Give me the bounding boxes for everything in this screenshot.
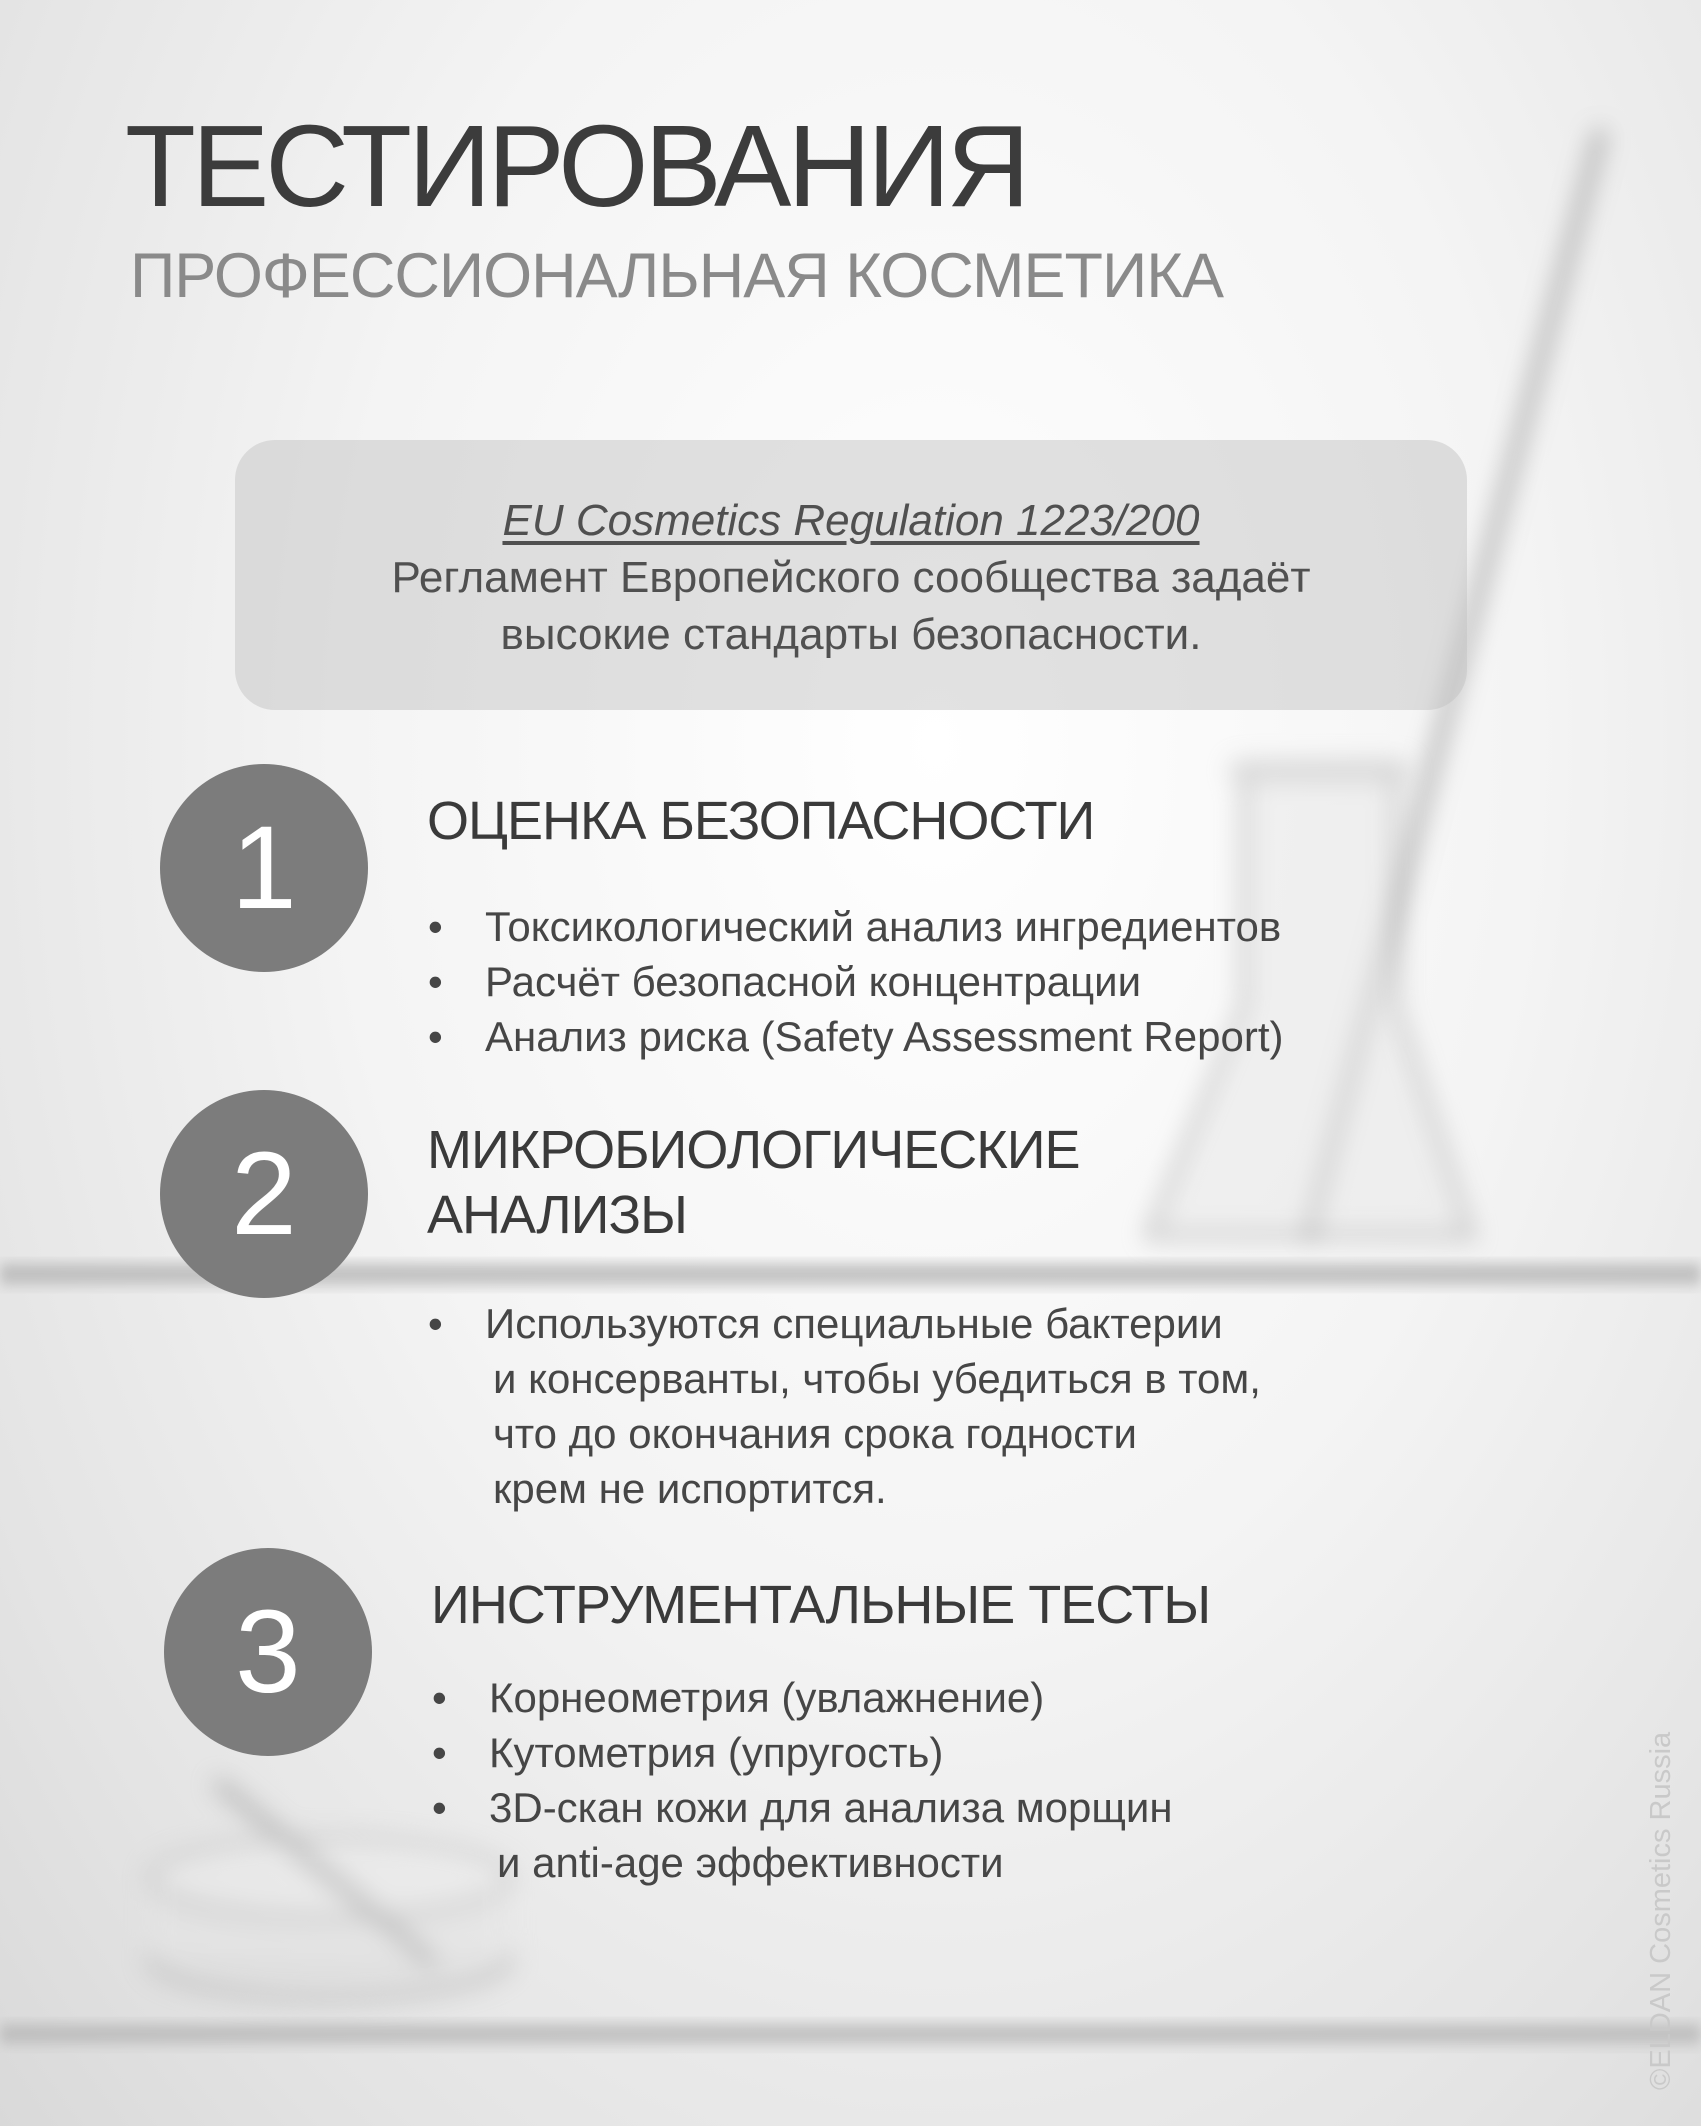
section-heading-line: ОЦЕНКА БЕЗОПАСНОСТИ — [427, 791, 1095, 851]
regulation-box — [235, 440, 1467, 710]
step-number-badge: 3 — [164, 1548, 372, 1756]
list-item — [428, 1296, 1261, 1516]
list-item-text: что до окончания срока годности — [493, 1410, 1137, 1457]
list-item — [432, 1780, 1173, 1890]
step-number-badge: 1 — [160, 764, 368, 972]
step-number-badge: 2 — [160, 1090, 368, 1298]
list-item-text: и anti-age эффективности — [497, 1839, 1004, 1886]
section-heading-microbiology — [427, 1118, 1080, 1248]
regulation-text-line: высокие стандарты безопасности. — [500, 610, 1202, 659]
list-item-text: Анализ риска (Safety Assessment Report) — [485, 1013, 1284, 1060]
list-item-text: • Используются специальные бактерии — [485, 1300, 1223, 1347]
section-bullets-microbiology — [428, 1296, 1261, 1516]
regulation-text-line: Регламент Европейского сообщества задаёт — [391, 553, 1311, 602]
section-bullets-instrumental — [432, 1670, 1173, 1890]
list-item — [432, 1725, 1173, 1780]
section-heading-safety — [427, 789, 1094, 854]
list-item-text: и консерванты, чтобы убедиться в том, — [493, 1355, 1261, 1402]
section-bullets-safety — [428, 899, 1283, 1064]
section-heading-line: АНАЛИЗЫ — [427, 1185, 687, 1245]
section-heading-line: МИКРОБИОЛОГИЧЕСКИЕ — [427, 1120, 1080, 1180]
list-item-text: Корнеометрия (увлажнение) — [489, 1674, 1045, 1721]
regulation-title: EU Cosmetics Regulation 1223/200 — [502, 496, 1200, 545]
list-item-text: крем не испортится. — [493, 1465, 887, 1512]
copyright-watermark: ©ELDAN Cosmetics Russia — [1645, 1731, 1677, 2090]
page-title: ТЕСТИРОВАНИЯ — [125, 101, 1027, 231]
list-item — [428, 1009, 1283, 1064]
list-item-text: Расчёт безопасной концентрации — [485, 958, 1142, 1005]
section-heading-line: ИНСТРУМЕНТАЛЬНЫЕ ТЕСТЫ — [431, 1575, 1211, 1635]
list-item — [428, 954, 1283, 1009]
list-item — [432, 1670, 1173, 1725]
list-item-text: Кутометрия (упругость) — [489, 1729, 944, 1776]
list-item-text: • 3D-скан кожи для анализа морщин — [489, 1784, 1173, 1831]
list-item-text: Токсикологический анализ ингредиентов — [485, 903, 1282, 950]
list-item — [428, 899, 1283, 954]
page-subtitle: ПРОФЕССИОНАЛЬНАЯ КОСМЕТИКА — [130, 241, 1223, 311]
section-heading-instrumental — [431, 1573, 1210, 1638]
